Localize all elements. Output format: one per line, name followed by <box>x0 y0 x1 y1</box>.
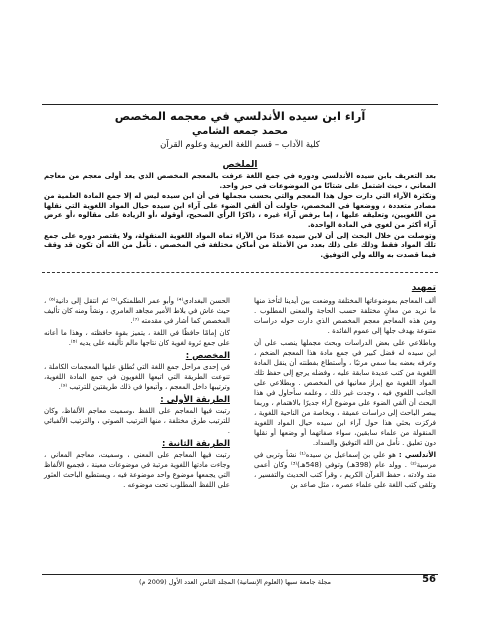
abstract-body <box>44 172 436 261</box>
abstract-paragraph: وتكثرة الآراء التي دارت حول هذا المعجم والتي بحسب مجملها في أن ابن سيده ليس له إلا جمع المادة العلمية من مصادر متعددة ، ووضعها في المخصص، حاولت أن ألقي الضوء على آراء ابن سيده حيال المواد اللغوية التي نقلها من اللغويين، وتعليقه عليها ، إما برفض آراء غيره ، ذاكرًا الرأي الصحيح، أوقوله ،أو الزيادة على مقالوه ،أو عرض آراء أكثر من لغوي في المادة الواحدة. <box>44 192 436 229</box>
intro-paragraph: وباطلاعي على بعض الدراسات وبحث مجملها ينصب على أن ابن سيده له فضل كبير في جمع مادة هذا المعجم الضخم ، وعرفه بعضه بما سمي مرتبًا ، وأستطاع بفطنته أن ينقل المادة اللغوية من كتب عديدة سابقة عليه ، وفضله يرجع إلى حفظ تلك المواد اللغوية مع إبراز معانيها في المخصص . وبطلاعي على الجانب اللغوي فيه ، وجدت غير ذلك ، وعلمه سأحاول في هذا البحث أن ألقي الضوء على موضوع آراء جديرًا بالاهتمام ، وربما يبصر الباحث إلى دراسات عميقة ، وبخاصة من الناحية اللغوية ، فركزت بحثي هذا حول آراء ابن سيده حيال المواد اللغوية المنقولة من علماء سابقين، سواء صفاتهما أو وضعها أو نقلها دون تعليق . نأمل من الله التوفيق والسداد. <box>254 339 436 447</box>
left-column <box>44 296 230 492</box>
footer-divider <box>42 574 438 575</box>
bio-continuation: الحسن البغدادي⁽⁴⁾ وأبو عمر الطلمنكي⁽⁵⁾ ثم انتقل إلى دانية⁽⁶⁾ ، حيث عاش في بلاط الأمير مجاهد العامري ، ونشأ ومنه كان تأليف المخصص كما أشار في مقدمته ⁽⁷⁾. <box>44 297 230 325</box>
bio-text: هو علي بن إسماعيل بن سيده⁽¹⁾ نشأ وتربى في مرسية⁽²⁾ . وولد عام (398هـ) وتوفي (548هـ)⁽³⁾ وكان أعمى متد ولادته ، حفظ القرآن الكريم ، وقرأ كتب الحديث والتفسير ، وتلقى كتب اللغة على علماء عصره ، مثل صاعد بن <box>254 451 436 489</box>
journal-citation: مجلة جامعة سبها (العلوم الإنسانية) المجلد الثامن العدد الأول (2009 م) <box>138 578 332 586</box>
method-one-heading: الطريقة الأولى : <box>160 395 230 405</box>
page-number: 56 <box>422 574 436 585</box>
abstract-paragraph: بعد التعريف بابن سيده الأندلسي ودوره في جمع اللغة عرفت بالمعجم المخصص الذي يعد أولى معجم من معاجم المعاني ، حيث اشتمل على شتاتًا من الموضوعات في حيز واحد. <box>44 172 436 190</box>
mukhassas-paragraph: في إحدى مراحل جمع اللغة التي تُطلق عليها المعجمات الكاملة ، تنوعت الطريقة التي اتبعها اللغويون في جمع المادة اللغوية، وترتيبها داخل المعجم ، وأتبعوا في ذلك طريقتين للترتيب ⁽⁹⁾. <box>44 363 230 391</box>
author-affiliation: كلية الآداب – قسم اللغة العربية وعلوم القرآن <box>160 140 320 150</box>
method-one-paragraph: رتبت فيها المعاجم على اللفظ ،وسميت معاجم الألفاظ، وكان للترتيب طرق مختلفة ، منها الترتيب الصوتي ، والترتيب الألفبائي . <box>44 407 230 435</box>
introduction-heading: تمهيد <box>411 283 436 293</box>
praise-paragraph: كان إمامًا حافظًا في اللغة ، يتميز بقوة حافظته ، وهذا ما أعانه على جمع ثروة لغوية كان نتاجها مالم تأليفه على يديه ⁽⁸⁾. <box>44 329 230 347</box>
article-title: آراء ابن سيده الأندلسي في معجمه المخصص <box>114 109 366 123</box>
bio-label: الأندلسي : <box>398 451 437 459</box>
title-block <box>60 108 420 151</box>
intro-paragraph: ألف المعاجم بموضوعاتها المختلفة ووضعت بين أيدينا لتأخذ منها ما نريد من معانٍ مختلفة حسب الحاجة والمعنى المطلوب . ومن هذه المعاجم معجم المخصص الذي دارت حوله دراسات متنوعة يهدف جلها إلى عموم الفائدة . <box>254 297 436 335</box>
author-name: محمد جمعه الشامي <box>192 126 288 137</box>
abstract-paragraph: وتوصلت من خلال البحث إلى أن لابن سيده عددًا من الآراء تماه المواد اللغوية المنقولة، ولا يقتصر دوره على جمع تلك المواد فقط وذلك على ذلك بعدد من الأمثلة من أماكن مختلفة في المخصص . تأمل من الله أن تكون قد وقف فيما قصدت به والله ولي التوفيق. <box>44 231 436 259</box>
bio-paragraph <box>254 450 436 490</box>
mukhassas-heading: المخصص : <box>185 351 230 361</box>
section-divider <box>42 272 438 273</box>
abstract-heading: الملخص <box>222 160 258 170</box>
method-two-paragraph: رتبت فيها المعاجم على المعنى ، وسميت، معاجم المعاني ، وجاءت مادتها اللغوية مرتبة في موضوعات معينة ، فجميع الألفاظ التي يجمعها موضوع واحد موضوعة فيه ، ويستطيع الباحث العثور على اللفظ المطلوب تحت موضوعه . <box>44 451 230 489</box>
method-two-heading: الطريقة الثانية : <box>161 439 230 449</box>
header-divider <box>42 104 438 105</box>
right-column <box>254 296 436 492</box>
